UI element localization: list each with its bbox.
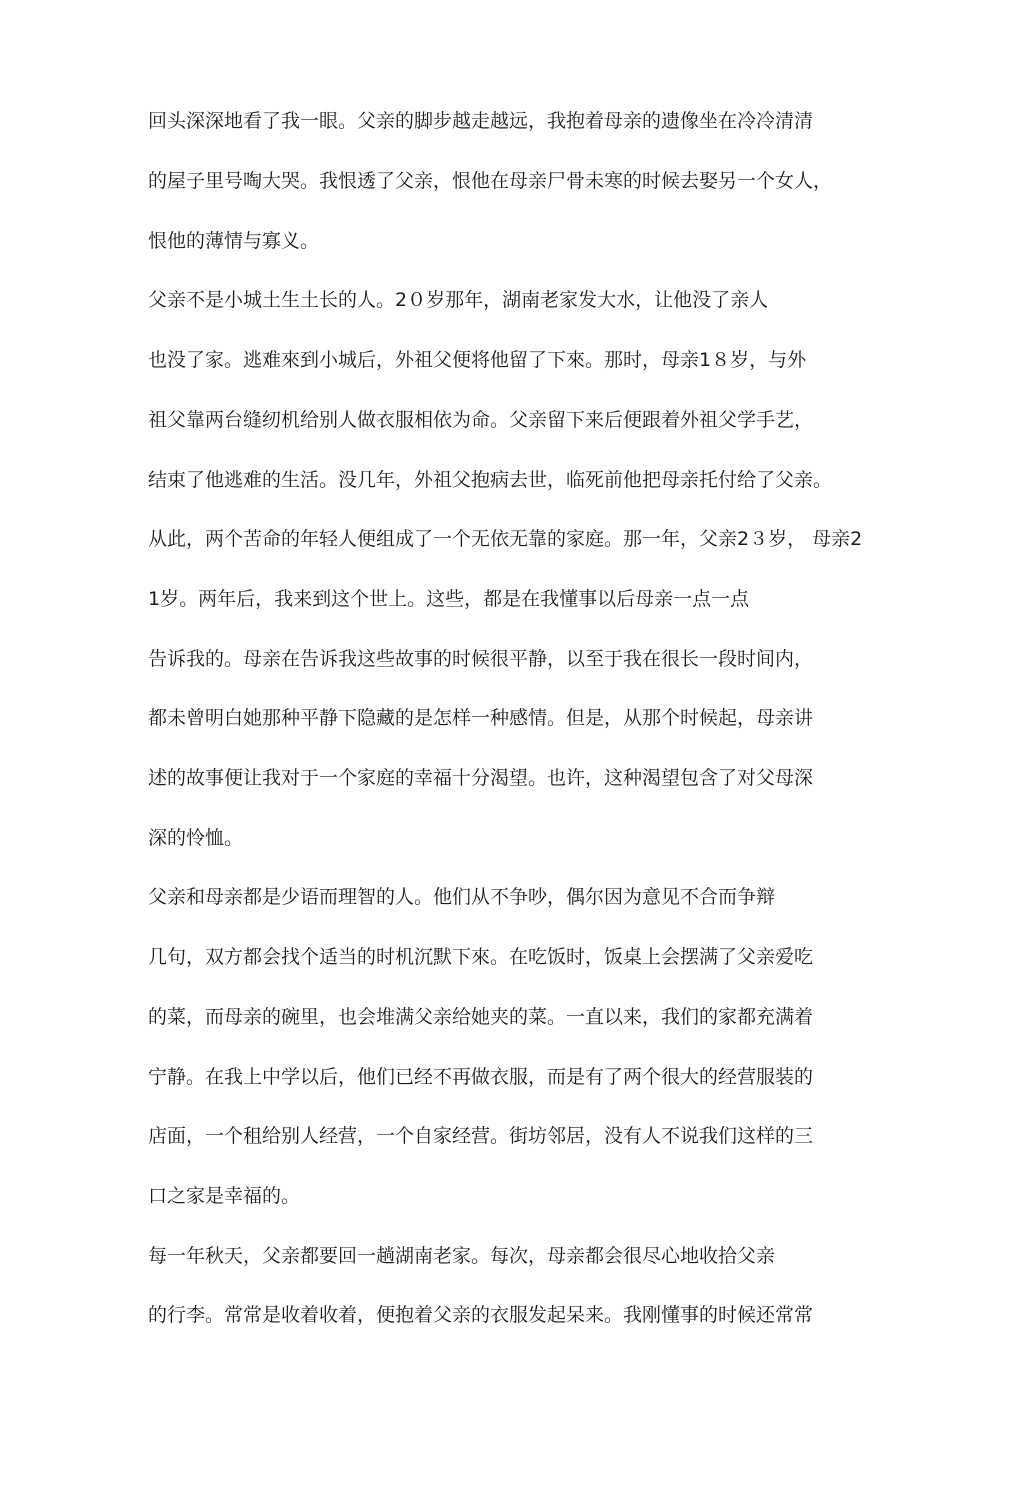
text-line: 的屋子里号啕大哭。我恨透了父亲，恨他在母亲尸骨未寒的时候去娶另一个女人， (148, 170, 833, 192)
text-line: 口之家是幸福的。 (148, 1185, 301, 1207)
text-line: 的菜，而母亲的碗里，也会堆满父亲给她夹的菜。一直以来，我们的家都充满着 (148, 1006, 814, 1028)
text-line: 回头深深地看了我一眼。父亲的脚步越走越远，我抱着母亲的遗像坐在冷冷清清 (148, 110, 814, 132)
text-line: 也没了家。逃难來到小城后，外祖父便将他留了下來。那时，母亲1８岁，与外 (148, 349, 807, 371)
text-line: 告诉我的。母亲在告诉我这些故事的时候很平静，以至于我在很长一段时间内， (148, 648, 814, 670)
text-line: 结束了他逃难的生活。没几年，外祖父抱病去世，临死前他把母亲托付给了父亲。 (148, 469, 833, 491)
text-line: 几句，双方都会找个适当的时机沉默下來。在吃饭时，饭桌上会摆满了父亲爱吃 (148, 946, 814, 968)
text-line: 都未曾明白她那种平静下隐藏的是怎样一种感情。但是，从那个时候起，母亲讲 (148, 707, 814, 729)
text-line: 父亲不是小城土生土长的人。2０岁那年，湖南老家发大水，让他没了亲人 (148, 289, 769, 311)
text-line: 恨他的薄情与寡义。 (148, 230, 320, 252)
text-line: 深的怜恤。 (148, 827, 244, 849)
text-line: 1岁。两年后，我来到这个世上。这些，都是在我懂事以后母亲一点一点 (148, 588, 750, 610)
text-line: 店面，一个租给别人经营，一个自家经营。街坊邻居，没有人不说我们这样的三 (148, 1125, 814, 1147)
text-line: 祖父靠两台缝纫机给别人做衣服相依为命。父亲留下来后便跟着外祖父学手艺， (148, 409, 814, 431)
text-line: 的行李。常常是收着收着，便抱着父亲的衣服发起呆来。我刚懂事的时候还常常 (148, 1304, 814, 1326)
text-line: 父亲和母亲都是少语而理智的人。他们从不争吵，偶尔因为意见不合而争辩 (148, 886, 776, 908)
text-line: 从此，两个苦命的年轻人便组成了一个无依无靠的家庭。那一年，父亲2３岁， 母亲2 (148, 528, 863, 550)
text-line: 述的故事便让我对于一个家庭的幸福十分渴望。也许，这种渴望包含了对父母深 (148, 767, 814, 789)
text-line: 每一年秋天，父亲都要回一趟湖南老家。每次，母亲都会很尽心地收拾父亲 (148, 1245, 776, 1267)
text-line: 宁静。在我上中学以后，他们已经不再做衣服，而是有了两个很大的经营服装的 (148, 1066, 814, 1088)
